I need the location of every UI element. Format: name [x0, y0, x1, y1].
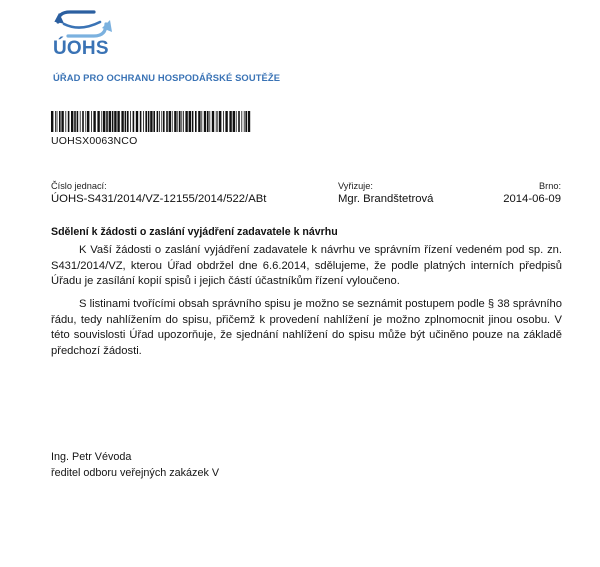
barcode-bar	[87, 111, 89, 132]
barcode-bar	[179, 111, 181, 132]
barcode-bar	[163, 111, 165, 132]
barcode-bar	[236, 111, 237, 132]
barcode-bar	[97, 111, 99, 132]
barcode-bar	[229, 111, 231, 132]
barcode-bar	[238, 111, 240, 132]
barcode-bar	[248, 111, 250, 132]
barcode-bar	[130, 111, 131, 132]
barcode-bar	[103, 111, 105, 132]
barcode-bar	[74, 111, 76, 132]
barcode-bar	[189, 111, 191, 132]
barcode-bar	[91, 111, 92, 132]
barcode-bar	[117, 111, 119, 132]
barcode-bar	[212, 111, 214, 132]
barcode-bar	[114, 111, 116, 132]
reference-number-label: Číslo jednací:	[51, 181, 107, 191]
barcode-bar	[201, 111, 202, 132]
barcode-bar	[148, 111, 150, 132]
logo-text: ÚOHS	[53, 38, 109, 59]
handler-value: Mgr. Brandštetrová	[338, 193, 434, 205]
barcode-bar	[185, 111, 187, 132]
barcode-bar	[172, 111, 173, 132]
barcode-bar	[106, 111, 108, 132]
barcode-bar	[71, 111, 73, 132]
barcode-bar	[77, 111, 79, 132]
barcode-bar	[233, 111, 235, 132]
barcode-bar	[133, 111, 135, 132]
barcode-code: UOHSX0063NCO	[51, 135, 138, 147]
barcode-bar	[82, 111, 84, 132]
barcode-bar	[121, 111, 123, 132]
letter-date: 2014-06-09	[503, 193, 561, 205]
barcode-image	[51, 111, 251, 132]
barcode-bar	[223, 111, 224, 132]
barcode-bar	[192, 111, 194, 132]
barcode-bar	[127, 111, 129, 132]
letter-subject: Sdělení k žádosti o zaslání vyjádření zadavatele k návrhu	[51, 226, 338, 238]
barcode-bar	[166, 111, 168, 132]
barcode-bar	[125, 111, 127, 132]
barcode-bar	[216, 111, 217, 132]
office-name: ÚŘAD PRO OCHRANU HOSPODÁŘSKÉ SOUTĚŽE	[53, 72, 281, 83]
barcode-bar	[169, 111, 171, 132]
barcode-bar	[209, 111, 210, 132]
body-paragraph-2: S listinami tvořícími obsah správního spisu je možno se seznámit postupem podle § 38 správního řádu, tedy nahlížením do spisu, přičemž k provedení nahlížení je možno zplnomocnit jinou osobu. V této souvislosti Úřad upozorňuje, že sjednání nahlížení do spisu může být učiněno pouze na základě předchozí žádosti.	[51, 298, 562, 357]
barcode-bar	[150, 111, 152, 132]
barcode-bar	[57, 111, 58, 132]
barcode-bar	[143, 111, 144, 132]
barcode-bar	[245, 111, 247, 132]
barcode-bar	[65, 111, 66, 132]
barcode-bar	[112, 111, 114, 132]
body-paragraph-1: K Vaší žádosti o zaslání vyjádření zadavatele k návrhu ve správním řízení vedeném pod sp. zn. S431/2014/VZ, kterou Úřad obdržel dne 6.6.2014, sdělujeme, že podle platných interních předpisů Úřadu je zasílání kopií spisů i jejich částí účastníkům řízení vyloučeno.	[51, 244, 562, 288]
barcode-bar	[204, 111, 206, 132]
barcode-bar	[93, 111, 95, 132]
barcode-bar	[153, 111, 155, 132]
barcode-bar	[225, 111, 227, 132]
barcode-bar	[241, 111, 242, 132]
barcode-bar	[244, 111, 245, 132]
barcode-bar	[161, 111, 162, 132]
barcode-bar	[68, 111, 70, 132]
signatory-title: ředitel odboru veřejných zakázek V	[51, 467, 220, 479]
barcode-bar	[174, 111, 176, 132]
barcode-bar	[198, 111, 200, 132]
barcode-bar	[136, 111, 138, 132]
barcode-bar	[61, 111, 63, 132]
barcode-bar	[55, 111, 56, 132]
city-label: Brno:	[539, 181, 561, 191]
barcode-bar	[181, 111, 182, 132]
barcode-bar	[157, 111, 159, 132]
barcode-bar	[140, 111, 142, 132]
barcode-bar	[85, 111, 86, 132]
barcode-bar	[195, 111, 197, 132]
barcode-bar	[217, 111, 218, 132]
signatory-name: Ing. Petr Vévoda	[51, 451, 132, 463]
barcode-bar	[207, 111, 209, 132]
barcode-bar	[159, 111, 160, 132]
barcode-bar	[177, 111, 178, 132]
barcode-bar	[101, 111, 102, 132]
reference-number-value: ÚOHS-S431/2014/VZ-12155/2014/522/ABt	[51, 193, 267, 205]
barcode-bar	[59, 111, 61, 132]
barcode-bar	[219, 111, 221, 132]
barcode-bar	[80, 111, 81, 132]
barcode-bar	[51, 111, 53, 132]
barcode-bar	[109, 111, 111, 132]
handler-label: Vyřizuje:	[338, 181, 373, 191]
barcode-bar	[183, 111, 184, 132]
barcode-bar	[145, 111, 147, 132]
